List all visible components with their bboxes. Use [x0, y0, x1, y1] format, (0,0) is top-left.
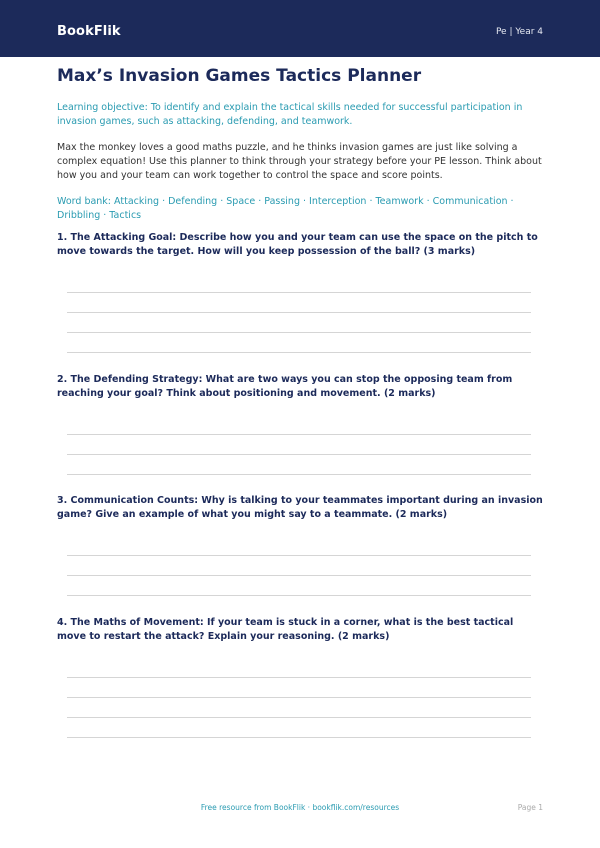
- answer-line: [67, 575, 531, 576]
- question-1: 1. The Attacking Goal: Describe how you and your team can use the space on the pitch to move towards the target. How will you keep possession of the ball? (3 marks): [57, 232, 538, 257]
- answer-line: [67, 697, 531, 698]
- page-title: Max’s Invasion Games Tactics Planner: [57, 66, 422, 86]
- answer-line: [67, 737, 531, 738]
- header-bar: [0, 0, 600, 57]
- answer-line: [67, 312, 531, 313]
- intro-section: [57, 66, 543, 223]
- learning-objective: Learning objective: To identify and explain the tactical skills needed for successful participation in invasion games, such as attacking, defending, and teamwork.: [57, 102, 523, 127]
- answer-line: [67, 474, 531, 475]
- answer-line: [67, 454, 531, 455]
- answer-line: [67, 434, 531, 435]
- answer-line: [67, 555, 531, 556]
- answer-line: [67, 677, 531, 678]
- answer-line: [67, 595, 531, 596]
- subject-year-label: Pe | Year 4: [495, 27, 543, 37]
- brand-logo[interactable]: BookFlik: [57, 24, 121, 39]
- answer-line: [67, 717, 531, 718]
- answer-line: [67, 292, 531, 293]
- answer-line: [67, 352, 531, 353]
- question-2: 2. The Defending Strategy: What are two ways you can stop the opposing team from reaching your goal? Think about positioning and movement. (2 marks): [57, 374, 513, 399]
- question-3: 3. Communication Counts: Why is talking to your teammates important during an invasion game? Give an example of what you might say to a teammate. (2 marks): [57, 495, 543, 520]
- answer-line: [67, 332, 531, 333]
- question-4: 4. The Maths of Movement: If your team is stuck in a corner, what is the best tactical move to restart the attack? Explain your reasoning. (2 marks): [57, 617, 514, 642]
- intro-paragraph: Max the monkey loves a good maths puzzle, and he thinks invasion games are just like solving a complex equation! Use this planner to think through your strategy before your PE lesson. Think about how you and your team can work together to control the space and score points.: [57, 142, 542, 181]
- footer-link[interactable]: Free resource from BookFlik · bookflik.com/resources: [200, 803, 400, 812]
- word-bank: Word bank: Attacking · Defending · Space · Passing · Interception · Teamwork · Communication · Dribbling · Tactics: [57, 196, 514, 221]
- page-number: Page 1: [517, 803, 543, 812]
